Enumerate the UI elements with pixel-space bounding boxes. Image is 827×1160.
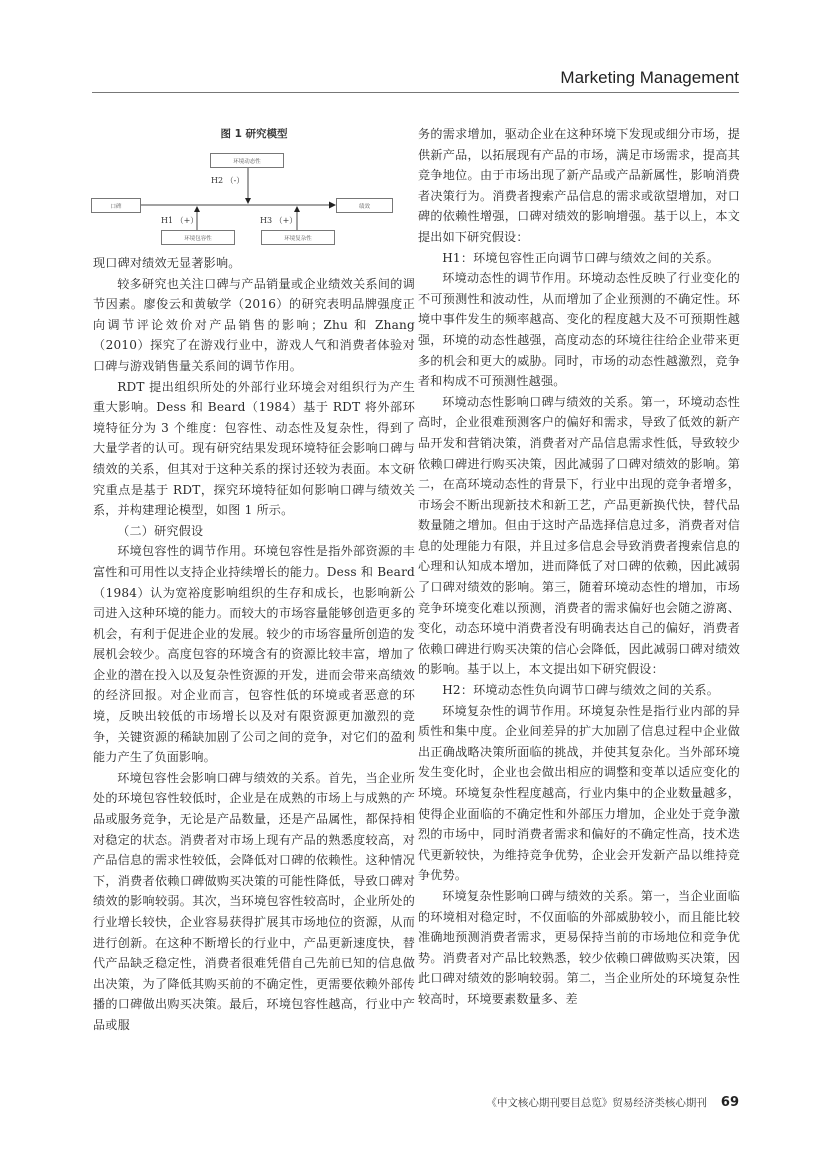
- main-arrow-head: [329, 202, 336, 209]
- journal-section-title: Marketing Management: [560, 68, 739, 87]
- paragraph: 环境动态性的调节作用。环境动态性反映了行业变化的不可预测性和波动性，从而增加了企业预测的不确定性。环境中事件发生的频率越高、变化的程度越大及不可预期性越强，环境的动态性越强，高度动态的环境往往给企业带来更多的机会和更大的威胁。同时，市场的动态性越激烈，竞争者和构成不可预测性越强。: [418, 271, 740, 389]
- node-word-of-mouth-label: 口碑: [110, 203, 122, 210]
- paragraph: 环境包容性的调节作用。环境包容性是指外部资源的丰富性和可用性以支持企业持续增长的能力。Dess 和 Beard（1984）认为宽裕度影响组织的生存和成长，也影响新公司进入这种环境的能力。而较大的市场容量能够创造更多的机会，有利于促进企业的发展。较少的市场容量所创造的发展机会较少。高度包容的环境含有的资源比较丰富，增加了企业的潜在投入以及复杂性资源的开发，进而会带来高绩效的经济回报。对企业而言，包容性低的环境或者恶意的环境，反映出较低的市场增长以及对有限资源更加激烈的竞争，关键资源的稀缺加剧了公司之间的竞争，对它们的盈利能力产生了负面影响。: [93, 544, 415, 765]
- node-performance: [336, 198, 393, 213]
- figure-arrows: [93, 122, 415, 250]
- figure-title: 图 1 研究模型: [220, 128, 288, 140]
- h2-label: H2 （-）: [211, 176, 245, 185]
- node-dynamism-label: 环境动态性: [233, 158, 261, 165]
- node-munificence-label: 环境包容性: [184, 235, 212, 242]
- paragraph: 务的需求增加，驱动企业在这种环境下发现或细分市场，提供新产品，以拓展现有产品的市场，满足市场需求，提高其竞争地位。由于市场出现了新产品或产品新属性，影响消费者决策行为。消费者搜索产品信息的需求或欲望增加，对口碑的依赖性增强，口碑对绩效的影响增强。基于以上，本文提出如下研究假设：: [418, 127, 740, 244]
- node-munificence: [161, 230, 235, 245]
- paragraph: 较多研究也关注口碑与产品销量或企业绩效关系间的调节因素。廖俊云和黄敏学（2016）的研究表明品牌强度正向调节评论效价对产品销售的影响；Zhu 和 Zhang（2010）探究了在游戏行业中，游戏人气和消费者体验对口碑与游戏销售量关系间的调节作用。: [93, 276, 415, 373]
- right-column: [418, 124, 740, 1010]
- paragraph: 现口碑对绩效无显著影响。: [93, 256, 241, 270]
- paragraph: 环境包容性会影响口碑与绩效的关系。首先，当企业所处的环境包容性较低时，企业是在成熟的市场上与成熟的产品或服务竞争，无论是产品数量，还是产品属性，都保持相对稳定的状态。消费者对市场上现有产品的熟悉度较高，对产品信息的需求性较低，会降低对口碑的依赖性。这种情况下，消费者依赖口碑做购买决策的可能性降低，导致口碑对绩效的影响较弱。其次，当环境包容性较高时，企业所处的行业增长较快，企业容易获得扩展其市场地位的资源，从而进行创新。在这种不断增长的行业中，产品更新速度快，替代产品缺乏稳定性，消费者很难凭借自己先前已知的信息做出决策，为了降低其购买前的不确定性，更需要依赖外部传播的口碑做出购买决策。最后，环境包容性越高，行业中产品或服: [93, 770, 415, 1032]
- paragraph: RDT 提出组织所处的外部行业环境会对组织行为产生重大影响。Dess 和 Beard（1984）基于 RDT 将外部环境特征分为 3 个维度：包容性、动态性及复杂性，得到了大量学者的认可。现有研究结果发现环境特征会影响口碑与绩效的关系，但其对于这种关系的探讨还较为表面。本文研究重点是基于 RDT，探究环境特征如何影响口碑与绩效关系，并构建理论模型，如图 1 所示。: [93, 379, 415, 518]
- paragraph: 环境复杂性的调节作用。环境复杂性是指行业内部的异质性和集中度。企业间差异的扩大加剧了信息过程中企业做出正确战略决策所面临的挑战，并使其复杂化。当外部环境发生变化时，企业也会做出相应的调整和变革以适应变化的环境。环境复杂性程度越高，行业内集中的企业数量越多，使得企业面临的不确定性和外部压力增加，企业处于竞争激烈的市场中，同时消费者需求和偏好的不确定性高，技术迭代更新较快，为维持竞争优势，企业会开发新产品以维持竞争优势。: [418, 703, 740, 883]
- node-complexity-label: 环境复杂性: [284, 235, 312, 242]
- h2-arrow-head: [245, 198, 251, 204]
- node-word-of-mouth: [91, 198, 141, 213]
- h1-arrow-head: [194, 206, 200, 212]
- research-model-figure: [93, 122, 415, 250]
- page-footer: [486, 1095, 739, 1110]
- section-heading: （二）研究假设: [117, 523, 204, 538]
- h3-arrow-head: [294, 206, 300, 212]
- h3-label: H3 （+）: [260, 216, 298, 225]
- paragraph: 环境动态性影响口碑与绩效的关系。第一，环境动态性高时，企业很难预测客户的偏好和需求，导致了低效的新产品开发和营销决策，消费者对产品信息需求性低，导致较少依赖口碑进行购买决策，因此减弱了口碑对绩效的影响。第二，在高环境动态性的背景下，行业中出现的竞争者增多，市场会不断出现新技术和新工艺，产品更新换代快，替代品数量随之增加。但由于这时产品选择信息过多，消费者对信息的处理能力有限，并且过多信息会导致消费者搜索信息的心理和认知成本增加，进而降低了对口碑的依赖，因此减弱了口碑对绩效的影响。第三，随着环境动态性的增加，市场竞争环境变化难以预测，消费者的需求偏好也会随之游离、变化，动态环境中消费者没有明确表达自己的偏好，消费者依赖口碑进行购买决策的信心会降低，因此减弱口碑对绩效的影响。基于以上，本文提出如下研究假设：: [418, 394, 740, 677]
- h1-label: H1 （+）: [161, 216, 199, 225]
- hypothesis: H1：环境包容性正向调节口碑与绩效之间的关系。: [442, 250, 719, 265]
- left-column: [93, 253, 415, 1036]
- page-number: 69: [720, 1095, 739, 1110]
- node-performance-label: 绩效: [358, 203, 370, 210]
- node-dynamism: [210, 153, 284, 168]
- paragraph: 环境复杂性影响口碑与绩效的关系。第一，当企业面临的环境相对稳定时，不仅面临的外部威胁较小，而且能比较准确地预测消费者需求，更易保持当前的市场地位和竞争优势。消费者对产品比较熟悉，较少依赖口碑做购买决策，因此口碑对绩效的影响较弱。第二，当企业所处的环境复杂性较高时，环境要素数量多、差: [418, 888, 740, 1006]
- footer-source: 《中文核心期刊要目总览》贸易经济类核心期刊: [486, 1097, 707, 1109]
- hypothesis: H2：环境动态性负向调节口碑与绩效之间的关系。: [442, 683, 719, 698]
- node-complexity: [261, 230, 335, 245]
- header-rule: [92, 92, 739, 93]
